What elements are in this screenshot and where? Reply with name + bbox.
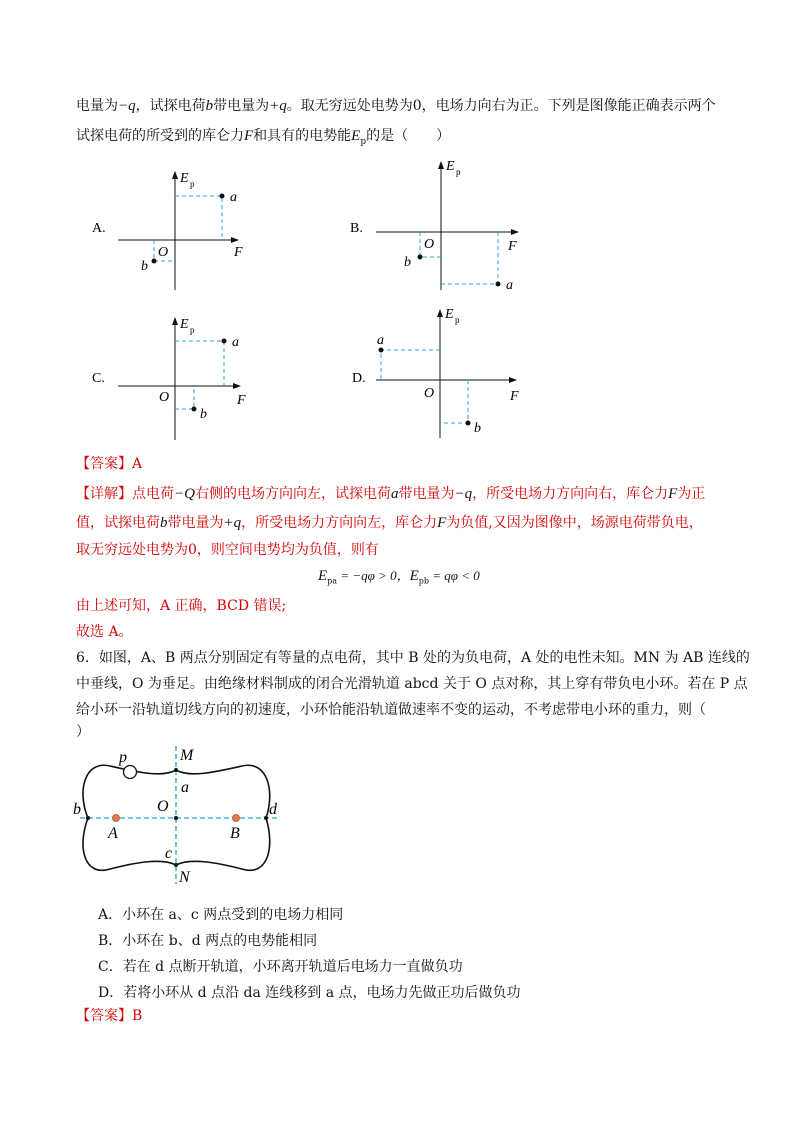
label-a: a bbox=[181, 779, 189, 796]
y-label-sub: p bbox=[190, 179, 195, 189]
detail-tag: 【详解】 bbox=[76, 486, 132, 502]
point-d bbox=[264, 816, 268, 820]
text: 值，试探电荷 bbox=[76, 515, 160, 531]
label-d: d bbox=[269, 801, 277, 818]
text: 。取无穷远处电势为0，电场力向右为正。下列是图像能正确表示两个 bbox=[286, 98, 716, 114]
detail-line-2 bbox=[76, 513, 703, 533]
point-b bbox=[86, 816, 90, 820]
option-label: A. bbox=[92, 221, 106, 236]
math-charge: +q bbox=[269, 98, 287, 114]
point-c bbox=[174, 863, 178, 867]
answer-tag: 【答案】 bbox=[76, 1008, 132, 1024]
math-Q: −Q bbox=[174, 486, 195, 502]
dashed-guide bbox=[441, 232, 498, 284]
math-b: b bbox=[205, 98, 214, 114]
math-sub: pa bbox=[327, 576, 338, 586]
point-b bbox=[192, 407, 197, 412]
label-b: b bbox=[73, 801, 81, 818]
question-6-line-2: 中垂线，O 为垂足。由绝缘材料制成的闭合光滑轨道 abcd 关于 O 点对称，其上穿有带负电小环。若在 P 点 bbox=[76, 676, 748, 692]
dashed-guide bbox=[175, 386, 194, 409]
answer-line bbox=[76, 454, 142, 474]
dashed-guide bbox=[175, 196, 222, 240]
choose-line: 故选 A。 bbox=[76, 624, 133, 640]
point-b bbox=[418, 255, 423, 260]
text: 带电量为 bbox=[213, 98, 270, 114]
label-B: B bbox=[230, 825, 240, 842]
point-a bbox=[220, 194, 225, 199]
math-F: F bbox=[437, 515, 447, 531]
math-sub: p bbox=[360, 136, 367, 147]
answer-tag: 【答案】 bbox=[76, 456, 132, 472]
math-E: E bbox=[351, 128, 361, 144]
y-label-sub: p bbox=[455, 315, 460, 325]
point-b bbox=[466, 421, 471, 426]
text: 为负值,又因为图像中，场源电荷带负电， bbox=[446, 515, 703, 531]
math-E: E bbox=[318, 568, 328, 584]
point-o bbox=[174, 816, 178, 820]
dashed-guide bbox=[381, 350, 440, 380]
text: ，所受电场力方向向右，库仑力 bbox=[472, 486, 669, 502]
intro-line-2 bbox=[76, 126, 450, 152]
point-a-label: a bbox=[230, 190, 237, 205]
text: 为正 bbox=[677, 486, 706, 502]
answer-6-line bbox=[76, 1006, 142, 1026]
option-graphs bbox=[0, 160, 800, 450]
text: 带电量为 bbox=[398, 486, 455, 502]
text: 点电荷 bbox=[132, 486, 174, 502]
origin-label: O bbox=[159, 390, 170, 405]
point-a-label: a bbox=[377, 333, 384, 348]
x-label: F bbox=[510, 389, 519, 404]
detail-line-3: 取无穷远处电势为0，则空间电势均为负值，则有 bbox=[76, 542, 379, 558]
option-b: B．小环在 b、d 两点的电势能相同 bbox=[98, 933, 318, 949]
question-6-line-4: ） bbox=[76, 724, 90, 740]
point-a-label: a bbox=[506, 278, 513, 293]
question-6-line-3: 给小环一沿轨道切线方向的初速度，小环恰能沿轨道做速率不变的运动，不考虑带电小环的重力，则（ bbox=[76, 702, 706, 718]
intro-line-1 bbox=[76, 96, 716, 116]
label-A: A bbox=[108, 825, 118, 842]
point-b-label: b bbox=[404, 255, 411, 270]
y-label-sub: p bbox=[456, 167, 461, 177]
y-label: E bbox=[180, 317, 189, 332]
question-6-line-1: 6．如图，A、B 两点分别固定有等量的点电荷，其中 B 处的为负电荷，A 处的电性未知。MN 为 AB 连线的 bbox=[76, 650, 750, 666]
detail-line-1 bbox=[76, 484, 705, 504]
point-a-label: a bbox=[232, 335, 239, 350]
label-O: O bbox=[157, 798, 169, 815]
answer-value: B bbox=[132, 1008, 143, 1024]
text: 电量为 bbox=[76, 98, 118, 114]
text: 右侧的电场方向向左，试探电荷 bbox=[194, 486, 391, 502]
y-label-sub: p bbox=[190, 325, 195, 335]
point-b-label: b bbox=[200, 407, 207, 422]
charge-b bbox=[233, 815, 240, 822]
option-d: D．若将小环从 d 点沿 da 连线移到 a 点，电场力先做正功后做负功 bbox=[98, 985, 521, 1001]
origin-label: O bbox=[158, 245, 169, 260]
point-a bbox=[174, 768, 178, 772]
track-figure bbox=[70, 742, 290, 887]
dashed-guide bbox=[175, 341, 224, 386]
math-expr: = qφ < 0 bbox=[429, 568, 480, 583]
math-F: F bbox=[244, 128, 254, 144]
math-charge: −q bbox=[118, 98, 136, 114]
conclusion: 由上述可知，A 正确，BCD 错误; bbox=[76, 598, 287, 614]
label-N: N bbox=[179, 869, 190, 886]
dashed-guide bbox=[440, 380, 468, 423]
x-label: F bbox=[508, 239, 517, 254]
text: 的是（ ） bbox=[366, 128, 451, 144]
option-label: C. bbox=[92, 371, 105, 386]
math-E: E bbox=[409, 568, 419, 584]
graph-d bbox=[352, 307, 519, 438]
math-b: b bbox=[160, 515, 168, 531]
option-label: D. bbox=[352, 371, 366, 386]
math-expr: = −qφ > 0， bbox=[337, 568, 410, 583]
text: ，所受电场力方向向左，库仑力 bbox=[241, 515, 438, 531]
ring bbox=[124, 766, 137, 779]
math-F: F bbox=[668, 486, 678, 502]
math-a: a bbox=[390, 486, 399, 502]
point-b-label: b bbox=[141, 259, 148, 274]
formula bbox=[318, 566, 480, 592]
point-b bbox=[152, 259, 157, 264]
math-sub: pb bbox=[418, 576, 429, 586]
point-a bbox=[222, 339, 227, 344]
option-c: C．若在 d 点断开轨道，小环离开轨道后电场力一直做负功 bbox=[98, 959, 463, 975]
graph-c bbox=[92, 317, 246, 440]
x-label: F bbox=[237, 393, 246, 408]
label-c: c bbox=[165, 845, 173, 862]
point-b-label: b bbox=[474, 421, 481, 436]
y-label: E bbox=[180, 171, 189, 186]
math-charge: +q bbox=[223, 515, 242, 531]
y-label: E bbox=[446, 160, 455, 174]
answer-value: A bbox=[132, 456, 143, 472]
text: 试探电荷的所受到的库仑力 bbox=[76, 128, 244, 144]
graph-b bbox=[350, 160, 518, 293]
charge-a bbox=[113, 815, 120, 822]
origin-label: O bbox=[424, 237, 435, 252]
text: ，试探电荷 bbox=[135, 98, 206, 114]
math-charge: −q bbox=[454, 486, 473, 502]
origin-label: O bbox=[424, 386, 435, 401]
point-a bbox=[496, 282, 501, 287]
point-a bbox=[379, 348, 384, 353]
option-label: B. bbox=[350, 221, 363, 236]
text: 和具有的电势能 bbox=[253, 128, 352, 144]
graph-a bbox=[92, 171, 243, 290]
x-label: F bbox=[234, 245, 243, 260]
y-label: E bbox=[445, 307, 454, 322]
text: 带电量为 bbox=[167, 515, 224, 531]
label-M: M bbox=[180, 747, 194, 764]
option-a: A．小环在 a、c 两点受到的电场力相同 bbox=[98, 907, 344, 923]
label-p: p bbox=[119, 749, 127, 766]
